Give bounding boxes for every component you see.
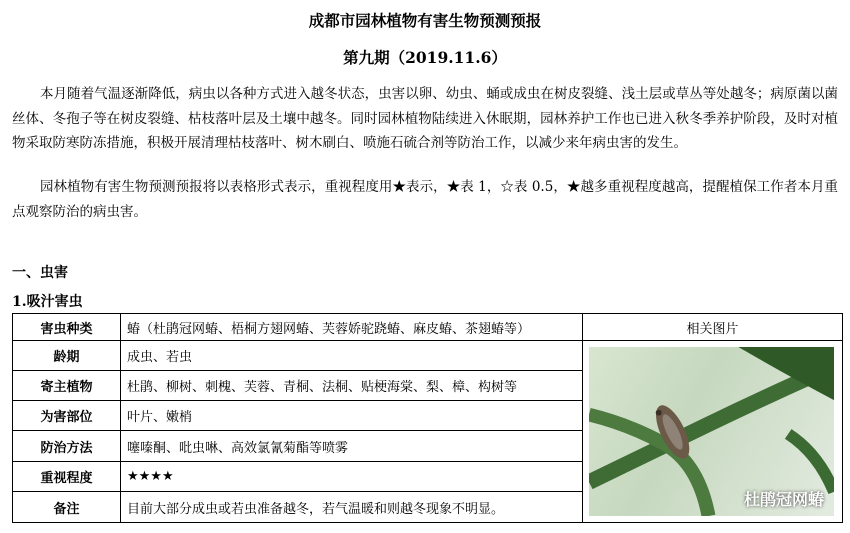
row-label-stage: 龄期 bbox=[13, 341, 121, 371]
issue-title: 第九期（2019.11.6） bbox=[343, 48, 507, 67]
row-label-control-method: 防治方法 bbox=[13, 431, 121, 462]
subsection-heading-sap-sucking: 1.吸汁害虫 bbox=[12, 294, 83, 310]
row-label-damage-site: 为害部位 bbox=[13, 401, 121, 431]
lace-bug-photo bbox=[589, 347, 834, 516]
photo-caption: 杜鹃冠网蝽 bbox=[743, 490, 824, 509]
row-value-control-method: 噻嗪酮、吡虫啉、高效氯氰菊酯等喷雾 bbox=[121, 431, 583, 462]
table-row bbox=[13, 341, 843, 371]
row-value-notes: 目前大部分成虫或若虫准备越冬，若气温暖和则越冬现象不明显。 bbox=[121, 492, 583, 523]
intro-paragraph-1: 本月随着气温逐渐降低，病虫以各种方式进入越冬状态，虫害以卵、幼虫、蛹或成虫在树皮裂缝、浅土层或草丛等处越冬；病原菌以菌丝体、冬孢子等在树皮裂缝、枯枝落叶层及土壤中越冬。同时园林植物陆续进入休眠期，园林养护工作也已进入秋冬季养护阶段，及时对植物采取防寒防冻措施，积极开展清理枯枝落叶、树木刷白、喷施石硫合剂等防治工作，以减少来年病虫害的发生。 bbox=[12, 86, 838, 151]
row-label-host-plants: 寄主植物 bbox=[13, 371, 121, 401]
row-value-host-plants: 杜鹃、柳树、刺槐、芙蓉、青桐、法桐、贴梗海棠、梨、樟、构树等 bbox=[121, 371, 583, 401]
row-value-damage-site: 叶片、嫩梢 bbox=[121, 401, 583, 431]
document-title: 成都市园林植物有害生物预测预报 bbox=[308, 11, 542, 30]
table-row bbox=[13, 314, 843, 341]
row-label-pest-species: 害虫种类 bbox=[13, 314, 121, 341]
pest-table bbox=[12, 313, 843, 523]
row-label-priority: 重视程度 bbox=[13, 462, 121, 492]
row-value-priority: ★★★★ bbox=[121, 462, 583, 492]
section-heading-pests: 一、虫害 bbox=[12, 265, 68, 281]
row-value-pest-species: 蝽（杜鹃冠网蝽、梧桐方翅网蝽、芙蓉娇驼跷蝽、麻皮蝽、茶翅蝽等） bbox=[121, 314, 583, 341]
photo-cell bbox=[583, 341, 843, 523]
photo-column-header: 相关图片 bbox=[583, 314, 843, 341]
row-value-stage: 成虫、若虫 bbox=[121, 341, 583, 371]
row-label-notes: 备注 bbox=[13, 492, 121, 523]
intro-paragraph-2: 园林植物有害生物预测预报将以表格形式表示，重视程度用★表示，★表 1，☆表 0.5，★越多重视程度越高，提醒植保工作者本月重点观察防治的病虫害。 bbox=[12, 179, 838, 220]
